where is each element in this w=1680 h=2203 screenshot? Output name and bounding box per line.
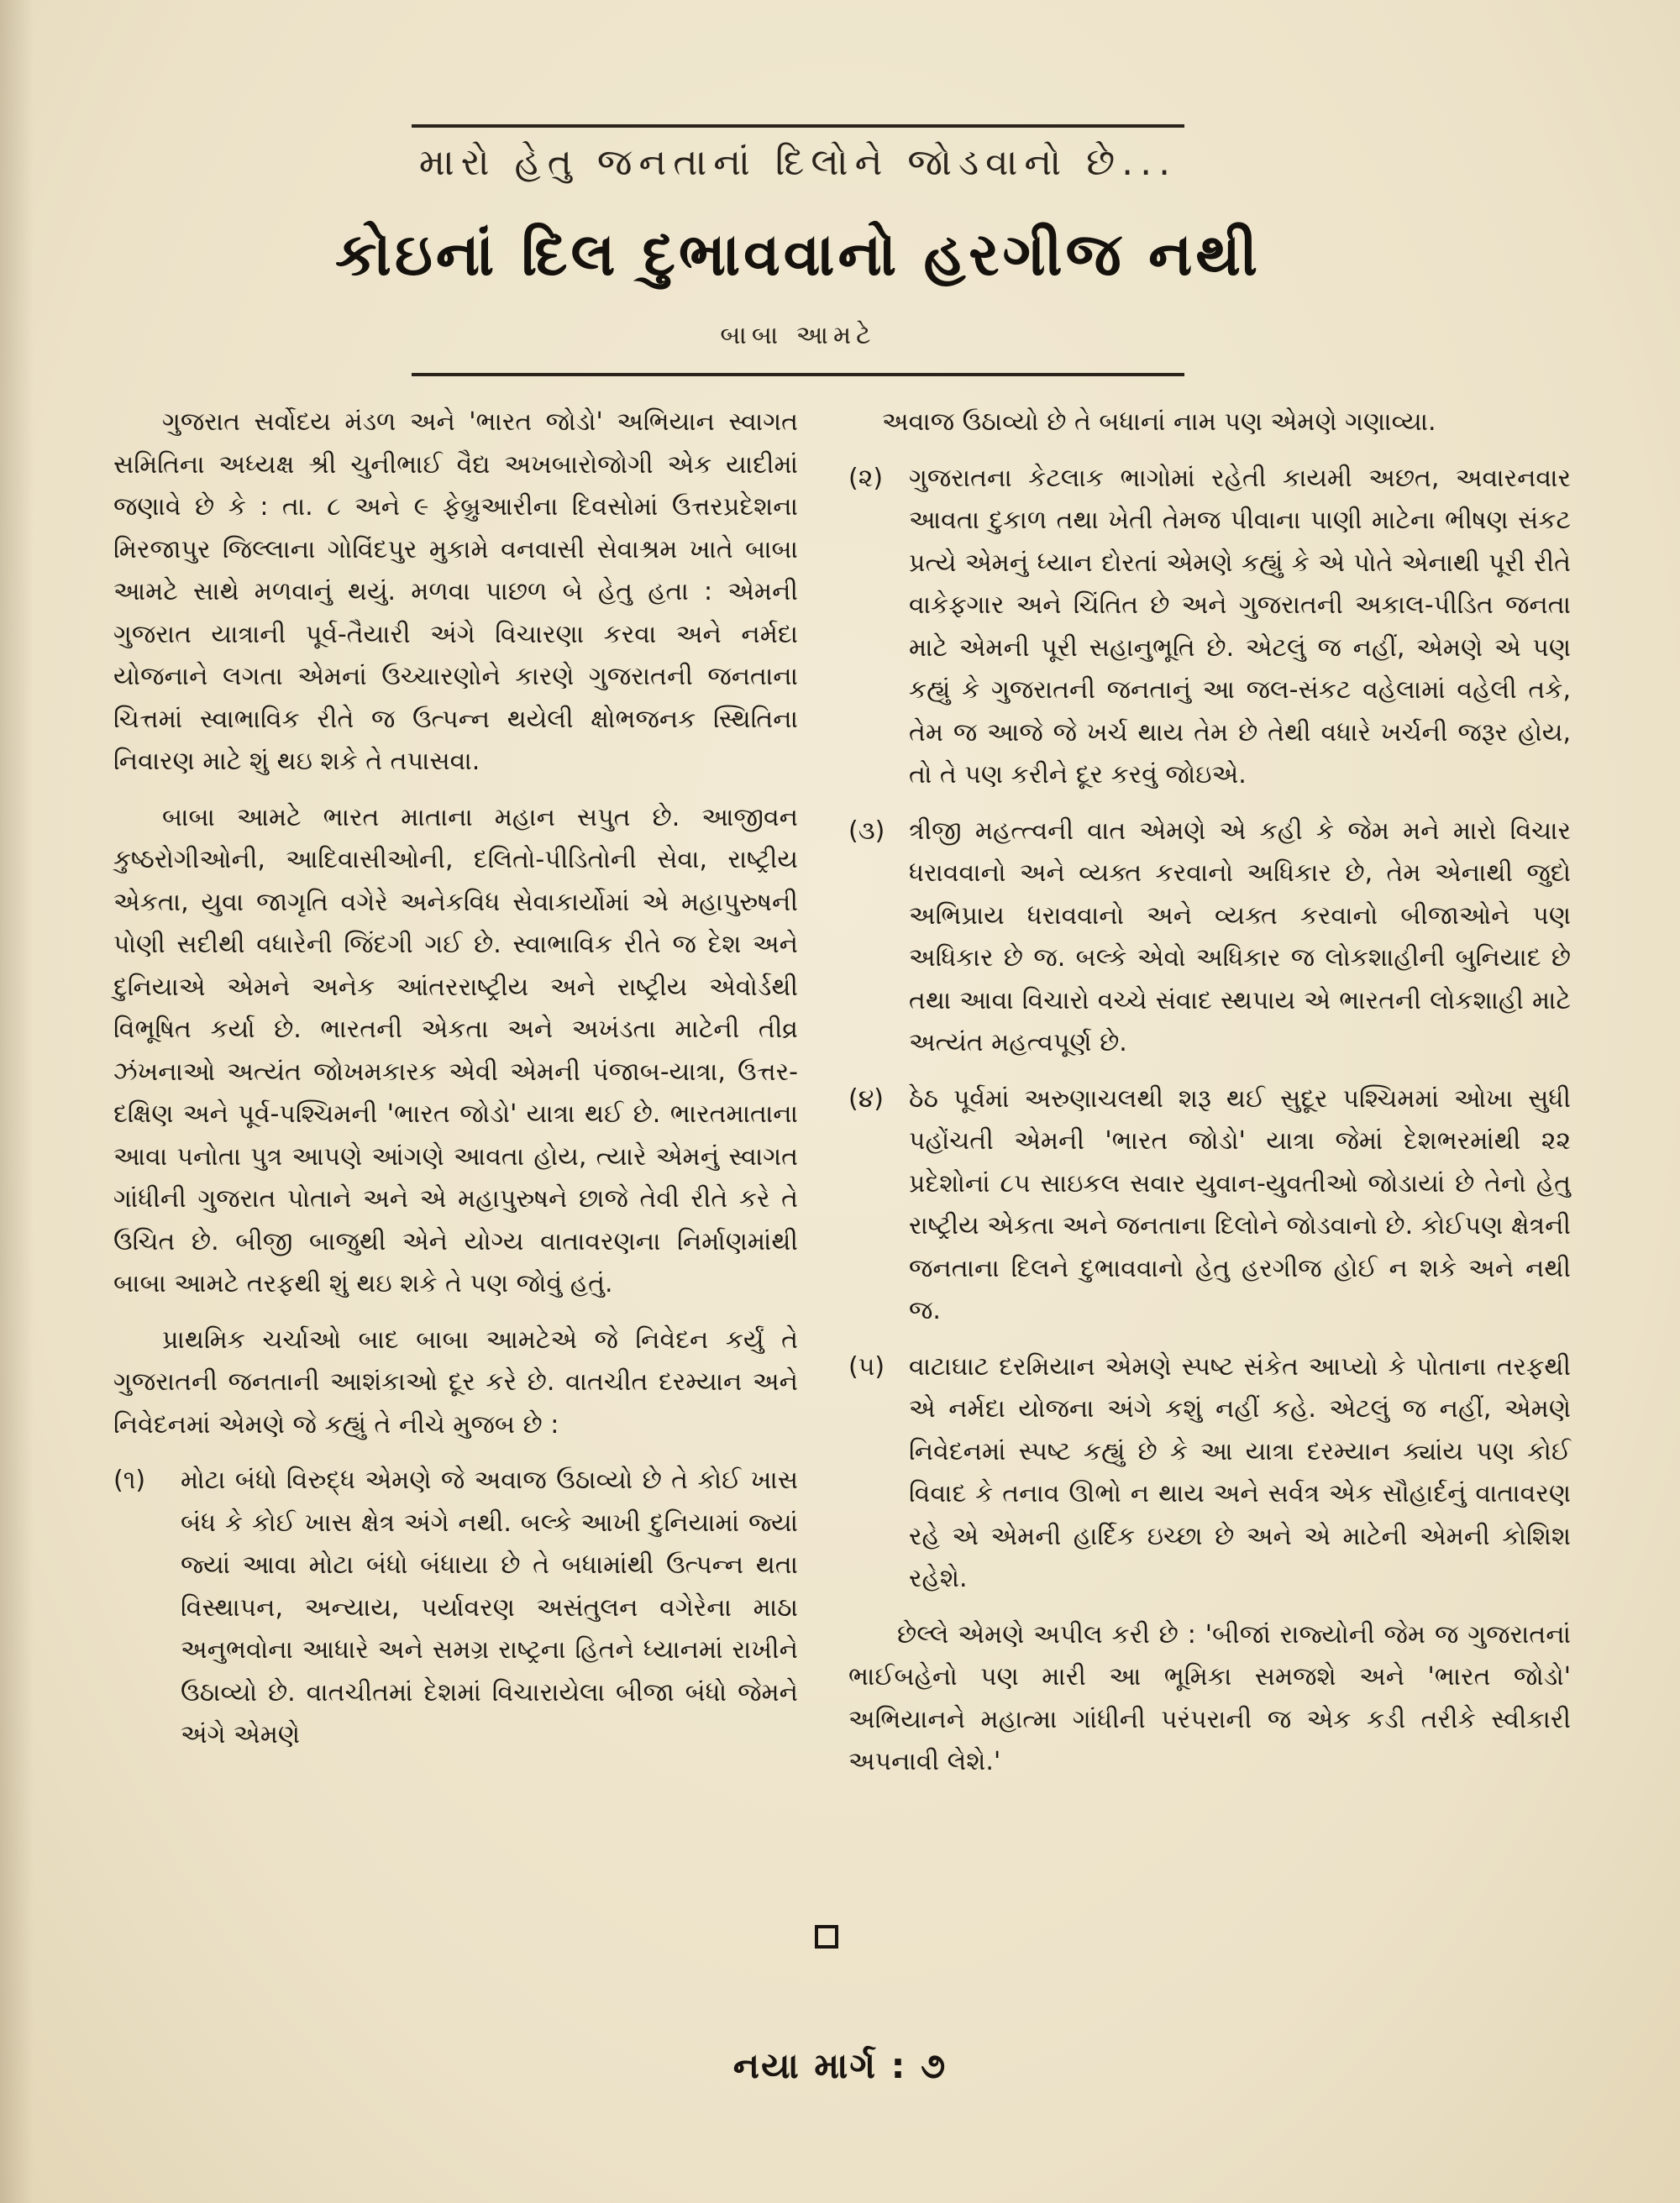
list-item-number: (૧) (113, 1466, 146, 1495)
left-column (113, 401, 798, 1770)
paragraph-statement-intro: પ્રાથમિક ચર્ચાઓ બાદ બાબા આમટેએ જે નિવેદન કર્યું તે ગુજરાતની જનતાની આશંકાઓ દૂર કરે છે. વાતચીત દરમ્યાન અને નિવેદનમાં એમણે જે કહ્યું તે નીચે મુજબ છે : (113, 1324, 798, 1440)
article-kicker: મારો હેતુ જનતાનાં દિલોને જોડવાનો છે... (418, 141, 1178, 184)
list-item-number: (૨) (848, 463, 884, 493)
list-item-text: ઠેઠ પૂર્વમાં અરુણાચલથી શરૂ થઈ સુદૂર પશ્ચિમમાં ઓખા સુધી પહોંચતી એમની 'ભારત જોડો' યાત્રા જેમાં દેશભરમાંથી ૨૨ પ્રદેશોનાં ૮૫ સાઇકલ સવાર યુવાન-યુવતીઓ જોડાયાં છે તેનો હેતુ રાષ્ટ્રીય એકતા અને જનતાના દિલોને જોડવાનો છે. કોઈપણ ક્ષેત્રની જનતાના દિલને દુભાવવાનો હેતુ હરગીજ હોઈ ન શકે અને નથી જ. (909, 1083, 1571, 1325)
article-byline: બાબા આમટે (720, 321, 876, 350)
continued-text: અવાજ ઉઠાવ્યો છે તે બધાનાં નામ પણ એમણે ગણાવ્યા. (882, 407, 1436, 437)
list-item-text: ગુજરાતના કેટલાક ભાગોમાં રહેતી કાયમી અછત, અવારનવાર આવતા દુકાળ તથા ખેતી તેમજ પીવાના પાણી માટેના ભીષણ સંકટ પ્રત્યે એમનું ધ્યાન દોરતાં એમણે કહ્યું કે એ પોતે એનાથી પૂરી રીતે વાકેફગાર અને ચિંતિત છે અને ગુજરાતની અકાલ-પીડિત જનતા માટે એમની પૂરી સહાનુભૂતિ છે. એટલું જ નહીં, એમણે એ પણ કહ્યું કે ગુજરાતની જનતાનું આ જલ-સંકટ વહેલામાં વહેલી તકે, તેમ જ આજે જે ખર્ચ થાય તેમ છે તેથી વધારે ખર્ચની જરૂર હોય, તો તે પણ કરીને દૂર કરવું જોઇએ. (909, 463, 1571, 789)
page-footer: નયા માર્ગ : ૭ (732, 2045, 948, 2086)
list-item (848, 458, 1571, 797)
list-item (848, 1078, 1571, 1333)
paragraph-closing-appeal: છેલ્લે એમણે અપીલ કરી છે : 'બીજાં રાજ્યોની જેમ જ ગુજરાતનાં ભાઈબહેનો પણ મારી આ ભૂમિકા સમજશે અને 'ભારત જોડો' અભિયાનને મહાત્મા ગાંધીની પરંપરાની જ એક કડી તરીકે સ્વીકારી અપનાવી લેશે.' (848, 1619, 1571, 1776)
list-item (113, 1460, 798, 1757)
list-item-number: (૪) (848, 1083, 885, 1114)
list-item-text: ત્રીજી મહત્ત્વની વાત એમણે એ કહી કે જેમ મને મારો વિચાર ધરાવવાનો અને વ્યક્ત કરવાનો અધિકાર છે, તેમ એનાથી જુદો અભિપ્રાય ધરાવવાનો અને વ્યક્ત કરવાનો બીજાઓને પણ અધિકાર છે જ. બલ્કે એવો અધિકાર જ લોકશાહીની બુનિયાદ છે તથા આવા વિચારો વચ્ચે સંવાદ સ્થપાય એ ભારતની લોકશાહી માટે અત્યંત મહત્વપૂર્ણ છે. (909, 816, 1571, 1057)
list-item-number: (૫) (848, 1351, 885, 1382)
list-item-number: (૩) (848, 816, 885, 846)
list-item-text: વાટાઘાટ દરમિયાન એમણે સ્પષ્ટ સંકેત આપ્યો કે પોતાના તરફથી એ નર્મદા યોજના અંગે કશું નહીં કહે. એટલું જ નહીં, એમણે નિવેદનમાં સ્પષ્ટ કહ્યું છે કે આ યાત્રા દરમ્યાન ક્યાંય પણ કોઈ વિવાદ કે તનાવ ઊભો ન થાય અને સર્વત્ર એક સૌહાર્દનું વાતાવરણ રહે એ એમની હાર્દિક ઇચ્છા છે અને એ માટેની એમની કોશિશ રહેશે. (909, 1351, 1571, 1593)
paragraph-intro: ગુજરાત સર્વોદય મંડળ અને 'ભારત જોડો' અભિયાન સ્વાગત સમિતિના અધ્યક્ષ શ્રી ચુનીભાઈ વૈદ્ય અખબારોજોગી એક યાદીમાં જણાવે છે કે : તા. ૮ અને ૯ ફેબ્રુઆરીના દિવસોમાં ઉત્તરપ્રદેશના મિરજાપુર જિલ્લાના ગોવિંદપુર મુકામે વનવાસી સેવાશ્રમ ખાતે બાબા આમટે સાથે મળવાનું થયું. મળવા પાછળ બે હેતુ હતા : એમની ગુજરાત યાત્રાની પૂર્વ-તૈયારી અંગે વિચારણા કરવા અને નર્મદા યોજનાને લગતા એમનાં ઉચ્ચારણોને કારણે ગુજરાતની જનતાના ચિત્તમાં સ્વાભાવિક રીતે જ ઉત્પન્ન થયેલી ક્ષોભજનક સ્થિતિના નિવારણ માટે શું થઇ શકે તે તપાસવા. (113, 407, 798, 776)
page-edge-shadow (0, 0, 34, 2203)
article-headline: કોઇનાં દિલ દુભાવવાનો હરગીજ નથી (334, 220, 1262, 289)
list-item (848, 810, 1571, 1065)
header-top-rule (412, 124, 1184, 128)
list-item (848, 1346, 1571, 1601)
list-item-text: મોટા બંધો વિરુદ્ધ એમણે જે અવાજ ઉઠાવ્યો છે તે કોઈ ખાસ બંધ કે કોઈ ખાસ ક્ષેત્ર અંગે નથી. બલ્કે આખી દુનિયામાં જ્યાં જ્યાં આવા મોટા બંધો બંધાયા છે તે બધામાંથી ઉત્પન્ન થતા વિસ્થાપન, અન્યાય, પર્યાવરણ અસંતુલન વગેરેના માઠા અનુભવોના આધારે અને સમગ્ર રાષ્ટ્રના હિતને ધ્યાનમાં રાખીને ઉઠાવ્યો છે. વાતચીતમાં દેશમાં વિચારાયેલા બીજા બંધો જેમને અંગે એમણે (181, 1466, 798, 1749)
paragraph-about-baba-amte: બાબા આમટે ભારત માતાના મહાન સપુત છે. આજીવન કુષ્ઠરોગીઓની, આદિવાસીઓની, દલિતો-પીડિતોની સેવા, રાષ્ટ્રીય એકતા, યુવા જાગૃતિ વગેરે અનેકવિધ સેવાકાર્યોમાં એ મહાપુરુષની પોણી સદીથી વધારેની જિંદગી ગઈ છે. સ્વાભાવિક રીતે જ દેશ અને દુનિયાએ એમને અનેક આંતરરાષ્ટ્રીય અને રાષ્ટ્રીય એવોર્ડથી વિભૂષિત કર્યા છે. ભારતની એકતા અને અખંડતા માટેની તીવ્ર ઝંખનાઓ અત્યંત જોખમકારક એવી એમની પંજાબ-યાત્રા, ઉત્તર-દક્ષિણ અને પૂર્વ-પશ્ચિમની 'ભારત જોડો' યાત્રા થઈ છે. ભારતમાતાના આવા પનોતા પુત્ર આપણે આંગણે આવતા હોય, ત્યારે એમનું સ્વાગત ગાંધીની ગુજરાત પોતાને અને એ મહાપુરુષને છાજે તેવી રીતે કરે તે ઉચિત છે. બીજી બાજુથી એને યોગ્ય વાતાવરણના નિર્માણમાંથી બાબા આમટે તરફથી શું થઇ શકે તે પણ જોવું હતું. (113, 802, 798, 1298)
article-end-mark-icon (815, 1925, 838, 1949)
header-bottom-rule (412, 373, 1184, 376)
right-column (848, 401, 1571, 1797)
